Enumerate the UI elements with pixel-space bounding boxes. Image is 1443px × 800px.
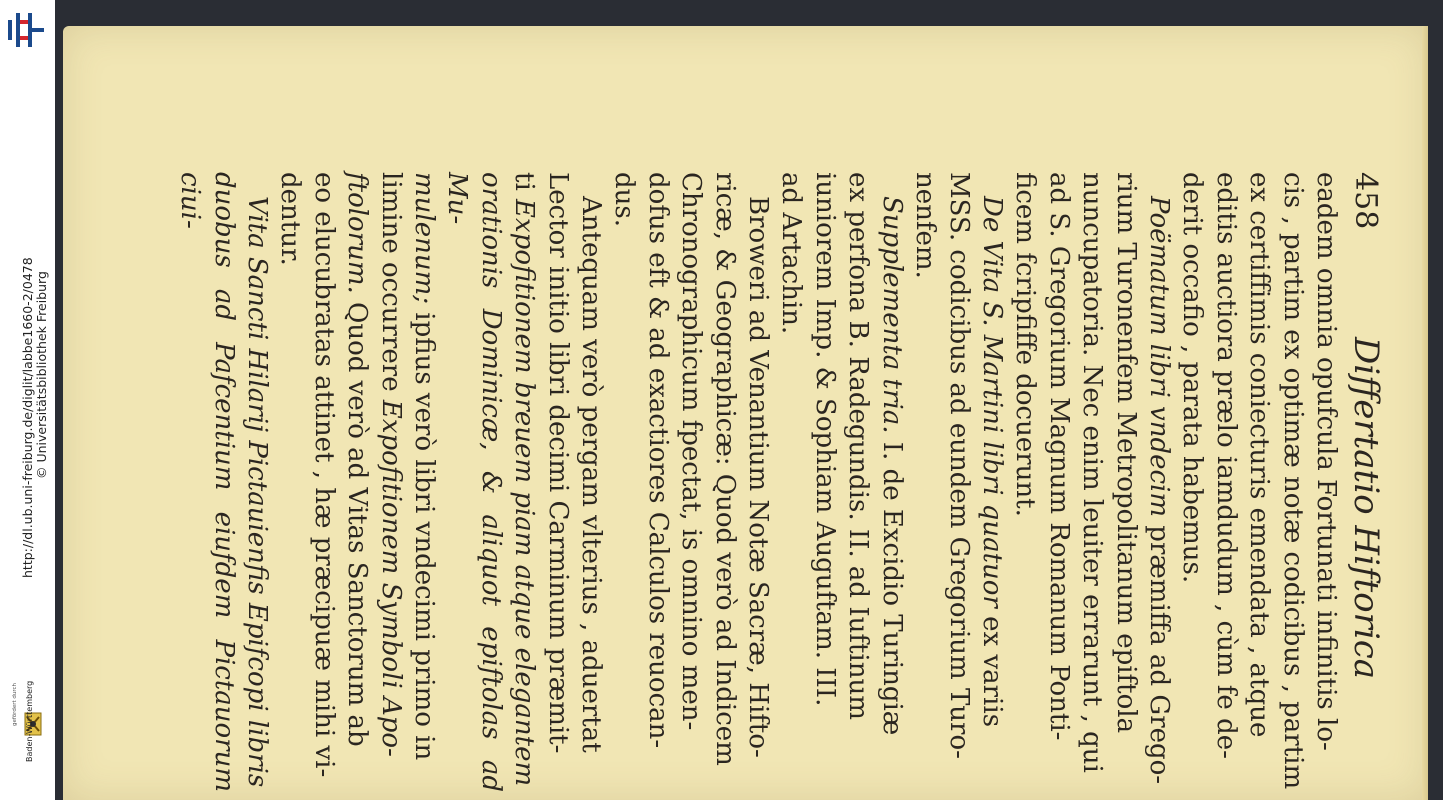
- text-line: [874, 172, 907, 792]
- text-line: [808, 172, 841, 792]
- line-text: ex perfona B. Radegundis. II. ad Iuftinum: [843, 172, 874, 720]
- text-line: [741, 172, 774, 792]
- italic-title: orationis Dominicæ, & aliquot epiftolas ad Mu-: [442, 172, 506, 792]
- line-text: Antequam verò pergam vlterius , aduertat: [576, 196, 607, 753]
- line-text: nuncupatoria. Nec enim leuiter errarunt , qui: [1077, 172, 1108, 773]
- line-text: eo elucubratas attinet , hæ præcipuæ mihi vi-: [308, 172, 339, 778]
- italic-title: Supplementa tria.: [876, 196, 907, 434]
- line-text: nenfem.: [910, 172, 941, 279]
- running-title: Differtatio Hiftorica: [1346, 337, 1386, 680]
- sponsor-name: Baden-Württemberg: [25, 680, 34, 762]
- italic-title: Vita Sancti Hilarij Pictauienfis Epifcopi libris: [242, 196, 272, 788]
- text-line: [574, 172, 607, 792]
- text-line: [1309, 172, 1342, 792]
- page-header: [1342, 172, 1386, 792]
- italic-title: ftolorum.: [342, 172, 373, 294]
- line-text: Quod verò ad Vitas Sanctorum ab: [342, 293, 373, 747]
- text-line: [173, 172, 240, 792]
- text-line: [1008, 172, 1041, 792]
- line-text: ad Artachin.: [776, 172, 807, 335]
- text-line: [707, 172, 740, 792]
- line-text: rium Turonenfem Metropolitanum epiftola: [1110, 172, 1141, 734]
- text-line: [1075, 172, 1108, 792]
- line-text: eadem omnia opufcula Fortunati infinitis lo-: [1311, 172, 1341, 751]
- text-line: [607, 172, 640, 792]
- text-line: [340, 172, 373, 792]
- text-lines: [173, 172, 1342, 792]
- line-text: editis auctiora prælo iamdudum , cùm fe de-: [1210, 172, 1241, 759]
- line-text: Lector initio libri decimi Carminum præmit-: [542, 172, 573, 754]
- text-line: [1108, 172, 1141, 792]
- line-text: ipfius verò libri vndecimi primo in: [409, 304, 440, 761]
- italic-title: mulenum;: [409, 172, 440, 305]
- text-line: [373, 172, 406, 792]
- library-sidebar: [0, 0, 55, 800]
- text-line: [841, 172, 874, 792]
- text-line: [1242, 172, 1275, 792]
- line-text: iuniorem Imp. & Sophiam Auguftam. III.: [809, 172, 840, 707]
- line-text: ficem fcripfiffe docuerunt.: [1010, 172, 1041, 517]
- text-line: [1208, 172, 1241, 792]
- text-line: [407, 172, 440, 792]
- line-text: dofus eft & ad exactiores Calculos reuocan-: [642, 172, 673, 749]
- line-text: ex variis: [976, 607, 1007, 728]
- line-text: ricæ, & Geographicæ: Quod verò ad Indicem: [709, 172, 740, 766]
- line-text: ti: [509, 172, 540, 200]
- italic-title: duobus ad Pafcentium eiufdem Pictauorum ciui-: [175, 172, 239, 792]
- text-line: [507, 172, 540, 792]
- text-line: [240, 172, 273, 792]
- text-line: [540, 172, 573, 792]
- line-text: Chronographicum fpectat, is omnino men-: [676, 172, 707, 731]
- text-line: [1175, 172, 1208, 792]
- permalink-url[interactable]: http://dl.ub.uni-freiburg.de/diglit/labbe1660-2/0478: [20, 257, 35, 578]
- page-text-block: [173, 172, 1386, 792]
- italic-title: Poëmatum libri vndecim: [1143, 196, 1174, 518]
- text-line: [908, 172, 941, 792]
- line-text: ex certiffimis coniecturis emendata , atque: [1244, 172, 1275, 738]
- page-edge: [1422, 26, 1428, 800]
- line-text: dentur.: [275, 172, 306, 266]
- page-number: 458: [1348, 172, 1383, 230]
- italic-title: De Vita S. Martini libri quatuor: [976, 196, 1007, 608]
- text-line: [1142, 172, 1175, 792]
- text-line: [941, 172, 974, 792]
- line-text: I. de Excidio Turingiæ: [876, 433, 907, 736]
- line-text: cis , partim ex optimæ notæ codicibus , partim: [1277, 172, 1308, 790]
- ub-freiburg-logo: [4, 8, 48, 52]
- text-line: [674, 172, 707, 792]
- line-text: Broweri ad Venantium Notæ Sacræ, Hifto-: [743, 196, 774, 758]
- line-text: ad S. Gregorium Magnum Romanum Ponti-: [1043, 172, 1074, 741]
- copyright-notice: © Universitätsbibliothek Freiburg: [34, 271, 49, 479]
- line-text: MSS. codicibus ad eundem Gregorium Turo-: [943, 172, 974, 759]
- line-text: derit occafio , parata habemus.: [1177, 172, 1208, 584]
- text-line: [774, 172, 807, 792]
- italic-title: Expofitionem Symboli Apo-: [375, 399, 406, 757]
- text-line: [1275, 172, 1308, 792]
- line-text: præmiffa ad Grego-: [1143, 517, 1174, 785]
- sponsor-label: gefördert durch: [12, 682, 18, 726]
- text-line: [306, 172, 339, 792]
- line-text: limine occurrere: [375, 172, 406, 400]
- italic-title: Expofitionem breuem piam atque elegantem: [509, 199, 540, 787]
- text-line: [273, 172, 306, 792]
- text-line: [440, 172, 507, 792]
- line-text: dus.: [609, 172, 640, 227]
- text-line: [975, 172, 1008, 792]
- text-line: [640, 172, 673, 792]
- text-line: [1041, 172, 1074, 792]
